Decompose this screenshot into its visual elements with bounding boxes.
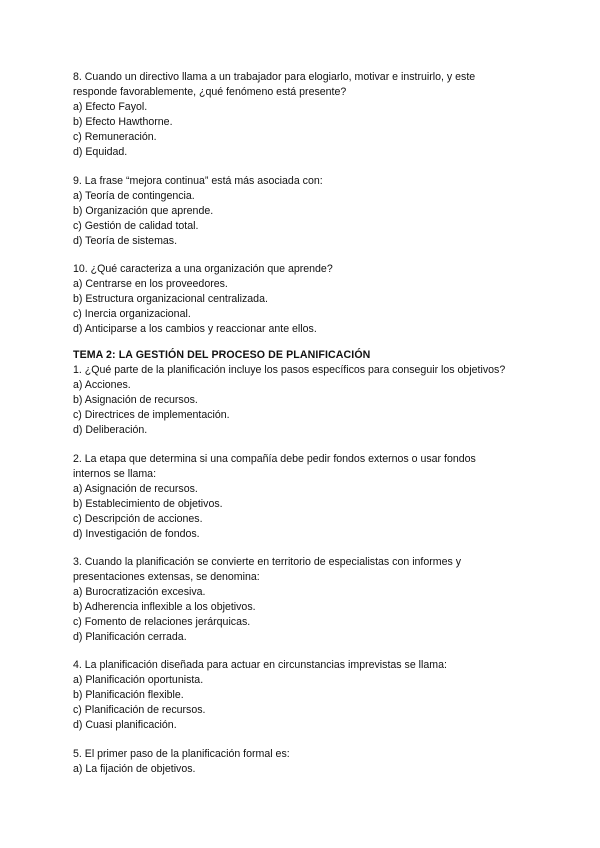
- answer-option: b) Planificación flexible.: [73, 689, 184, 701]
- answer-option: a) Acciones.: [73, 379, 131, 391]
- answer-option: c) Planificación de recursos.: [73, 704, 206, 716]
- answer-option: d) Investigación de fondos.: [73, 528, 200, 540]
- answer-option: d) Planificación cerrada.: [73, 631, 187, 643]
- question-text: internos se llama:: [73, 468, 157, 480]
- answer-option: c) Inercia organizacional.: [73, 308, 191, 320]
- answer-option: a) Teoría de contingencia.: [73, 190, 195, 202]
- question-text: 2. La etapa que determina si una compañía debe pedir fondos externos o usar fondos: [73, 453, 476, 465]
- question-text: responde favorablemente, ¿qué fenómeno está presente?: [73, 86, 347, 98]
- answer-option: b) Asignación de recursos.: [73, 394, 198, 406]
- answer-option: a) Asignación de recursos.: [73, 483, 198, 495]
- answer-option: d) Anticiparse a los cambios y reaccionar ante ellos.: [73, 323, 317, 335]
- answer-option: a) Planificación oportunista.: [73, 674, 204, 686]
- answer-option: c) Directrices de implementación.: [73, 409, 230, 421]
- answer-option: b) Establecimiento de objetivos.: [73, 498, 223, 510]
- answer-option: c) Remuneración.: [73, 131, 157, 143]
- answer-option: b) Adherencia inflexible a los objetivos.: [73, 601, 256, 613]
- answer-option: a) Burocratización excesiva.: [73, 586, 206, 598]
- answer-option: c) Gestión de calidad total.: [73, 220, 199, 232]
- question-text: 10. ¿Qué caracteriza a una organización que aprende?: [73, 263, 333, 275]
- answer-option: a) Centrarse en los proveedores.: [73, 278, 228, 290]
- answer-option: b) Efecto Hawthorne.: [73, 116, 173, 128]
- answer-option: c) Descripción de acciones.: [73, 513, 203, 525]
- answer-option: d) Cuasi planificación.: [73, 719, 177, 731]
- question-text: 1. ¿Qué parte de la planificación incluye los pasos específicos para conseguir los objetivos?: [73, 364, 506, 376]
- answer-option: d) Deliberación.: [73, 424, 148, 436]
- answer-option: a) La fijación de objetivos.: [73, 763, 196, 775]
- question-text: presentaciones extensas, se denomina:: [73, 571, 260, 583]
- answer-option: b) Organización que aprende.: [73, 205, 214, 217]
- question-text: 5. El primer paso de la planificación formal es:: [73, 748, 290, 760]
- question-text: 9. La frase “mejora continua” está más asociada con:: [73, 175, 323, 187]
- question-text: 3. Cuando la planificación se convierte en territorio de especialistas con informes y: [73, 556, 462, 568]
- answer-option: d) Teoría de sistemas.: [73, 235, 178, 247]
- section-heading: TEMA 2: LA GESTIÓN DEL PROCESO DE PLANIFICACIÓN: [73, 349, 371, 361]
- question-text: 8. Cuando un directivo llama a un trabajador para elogiarlo, motivar e instruirlo, y este: [73, 71, 476, 83]
- answer-option: a) Efecto Fayol.: [73, 101, 148, 113]
- answer-option: c) Fomento de relaciones jerárquicas.: [73, 616, 251, 628]
- answer-option: d) Equidad.: [73, 146, 128, 158]
- question-text: 4. La planificación diseñada para actuar en circunstancias imprevistas se llama:: [73, 659, 447, 671]
- answer-option: b) Estructura organizacional centralizada.: [73, 293, 268, 305]
